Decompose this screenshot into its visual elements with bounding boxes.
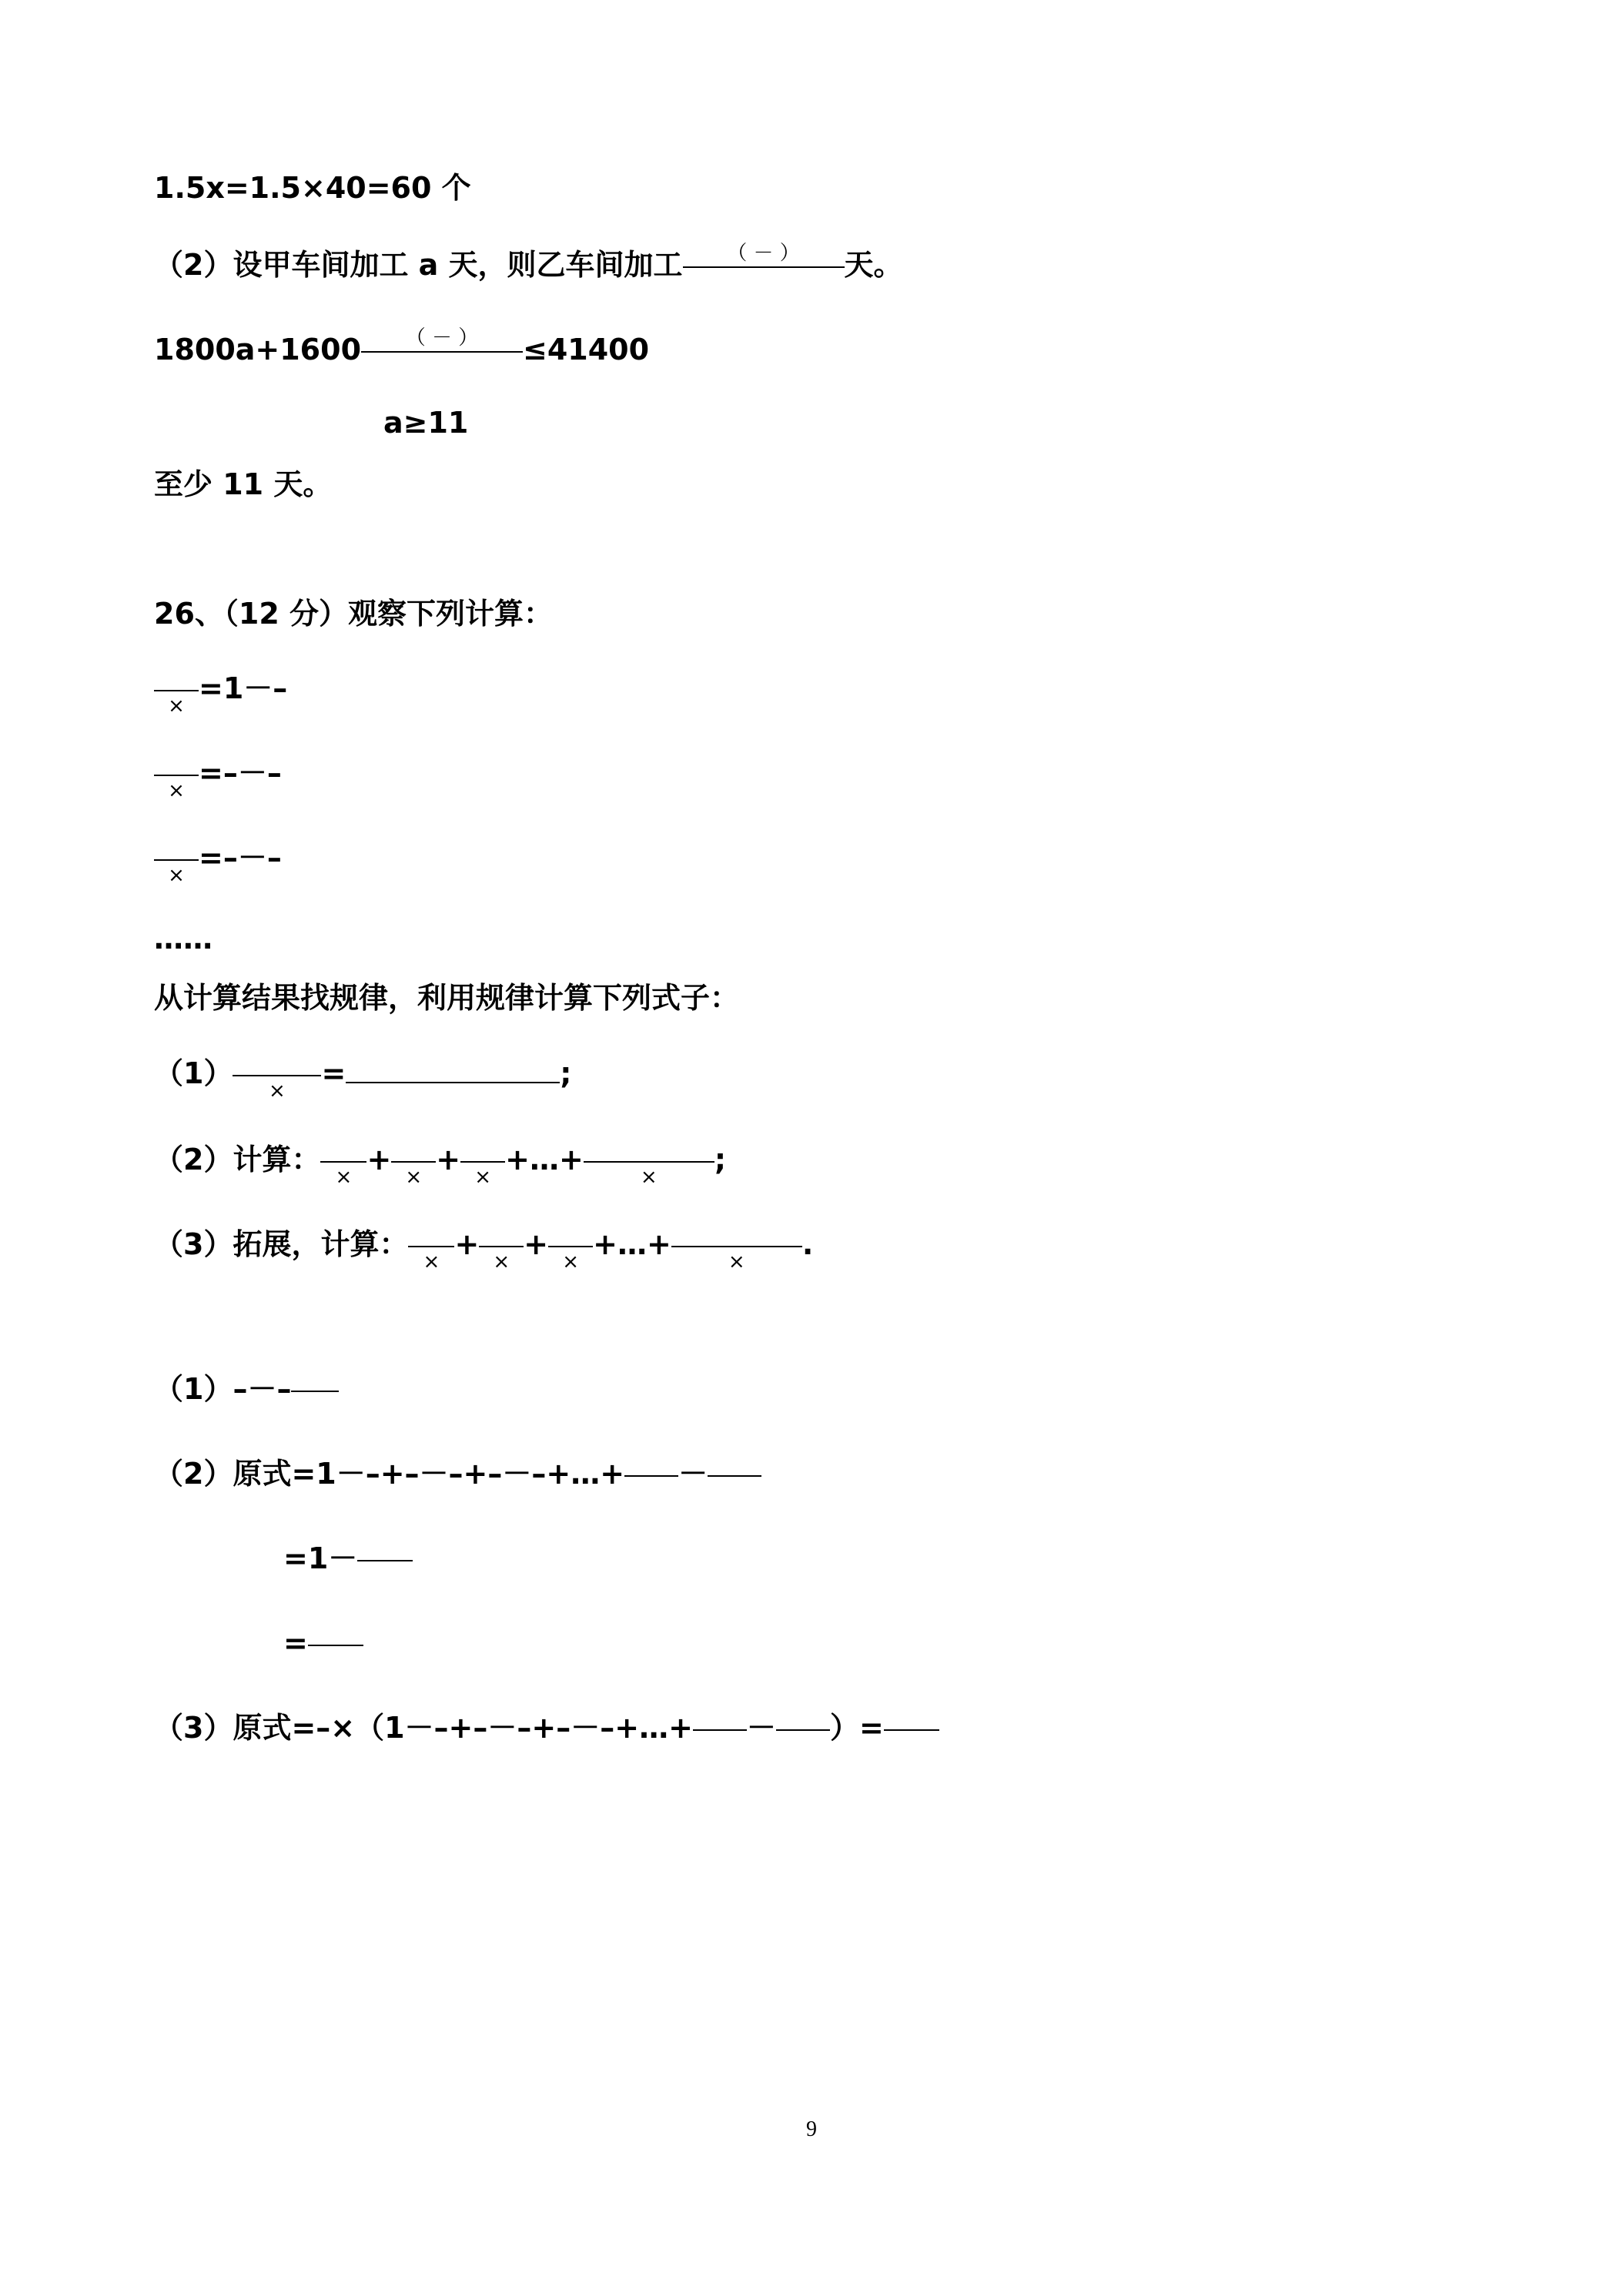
fraction [154, 859, 199, 887]
fraction [154, 690, 199, 718]
times-sign: × [423, 1250, 440, 1274]
answer-blank [346, 1082, 560, 1083]
times-sign: × [562, 1250, 580, 1274]
instruction-line [154, 981, 740, 1015]
page-number: 9 [806, 2117, 817, 2141]
fraction [233, 1075, 321, 1103]
fraction-bar [683, 266, 845, 268]
question-2 [154, 1143, 727, 1189]
part2-days-unit: 天。 [844, 248, 903, 282]
fraction-bar [291, 1391, 339, 1392]
times-sign: × [405, 1165, 423, 1189]
answer-2 [154, 1457, 761, 1491]
instruction-text: 从计算结果找规律，利用规律计算下列式子： [154, 981, 740, 1015]
answer-2-step-2 [283, 1541, 413, 1575]
answer-2-label: （2）原式=1－–+–－–+–－–+…+ [154, 1457, 625, 1491]
plus-ellipsis: +…+ [593, 1227, 671, 1261]
fraction [548, 1246, 593, 1274]
question-2-label: （2）计算： [154, 1143, 321, 1176]
fraction-bar [693, 1729, 747, 1731]
question-26-title [154, 597, 553, 631]
fraction-days [683, 241, 845, 268]
answer-2-step-3-text: = [283, 1626, 308, 1660]
plus-sign: + [366, 1143, 392, 1176]
times-sign: × [640, 1165, 658, 1189]
semicolon: ; [560, 1056, 572, 1090]
fraction-bar [884, 1729, 939, 1731]
answer-2-step-3 [283, 1628, 363, 1658]
line-conclusion [154, 467, 333, 501]
answer-2-step-2-text: =1－ [283, 1541, 358, 1575]
equation-2 [154, 756, 282, 802]
times-sign: × [269, 1079, 286, 1103]
plus-sign: + [524, 1227, 549, 1261]
equals-sign: = [321, 1056, 346, 1090]
minus-sign: － [678, 1457, 708, 1491]
times-sign: × [168, 694, 185, 718]
inequality-left: 1800a+1600 [154, 333, 362, 366]
fraction [479, 1246, 524, 1274]
fraction [460, 1161, 505, 1189]
solution-a-text: a≥11 [383, 406, 469, 440]
fraction [320, 1161, 366, 1189]
equation-1-tail: =1－– [199, 671, 288, 705]
answer-1-label: （1） [154, 1372, 233, 1406]
fraction-bar [708, 1475, 761, 1477]
fraction-bar [776, 1729, 830, 1731]
fraction [408, 1246, 454, 1274]
answer-3-label: （3）原式=–×（1－–+–－–+–－–+…+ [154, 1711, 693, 1745]
fraction-numerator: （ － ） [727, 241, 800, 265]
times-sign: × [728, 1250, 745, 1274]
ellipsis: …… [154, 922, 212, 956]
line-part2-setup [154, 241, 903, 282]
plus-ellipsis: +…+ [505, 1143, 584, 1176]
fraction-bar [361, 351, 523, 353]
times-sign: × [168, 778, 185, 802]
fraction-numerator: （ － ） [405, 326, 479, 350]
answer-3 [154, 1711, 939, 1745]
plus-sign: + [436, 1143, 461, 1176]
equation-1 [154, 671, 288, 718]
question-26-text: 26、（12 分）观察下列计算： [154, 597, 553, 631]
equation-3 [154, 841, 282, 887]
fraction-bar [624, 1475, 678, 1477]
equation-2-tail: =–－– [199, 756, 282, 790]
equation-3-tail: =–－– [199, 841, 282, 875]
calc-result-text: 1.5x=1.5×40=60 个 [154, 171, 471, 205]
fraction [154, 775, 199, 802]
inequality-right: ≤41400 [523, 333, 650, 366]
line-inequality [154, 326, 650, 366]
semicolon: ; [714, 1143, 727, 1176]
question-3-label: （3）拓展，计算： [154, 1227, 409, 1261]
ellipsis-line [154, 922, 212, 956]
times-sign: × [474, 1165, 492, 1189]
answer-1-body: –－– [233, 1372, 292, 1406]
answer-1 [154, 1374, 339, 1404]
fraction-bar [357, 1560, 413, 1561]
question-1 [154, 1056, 572, 1103]
conclusion-text: 至少 11 天。 [154, 467, 333, 501]
times-sign: × [335, 1165, 353, 1189]
fraction-inequality [361, 326, 523, 353]
times-sign: × [493, 1250, 510, 1274]
question-3 [154, 1227, 814, 1274]
times-sign: × [168, 863, 185, 887]
fraction [391, 1161, 436, 1189]
answer-3-end: ）= [829, 1711, 884, 1745]
fraction [584, 1161, 714, 1189]
part2-setup-text: （2）设甲车间加工 a 天，则乙车间加工 [154, 248, 683, 282]
fraction-bar [308, 1645, 363, 1646]
fraction [671, 1246, 802, 1274]
period: . [801, 1227, 814, 1261]
line-calc-result [154, 171, 471, 205]
minus-sign: － [746, 1711, 776, 1745]
line-solution-a [383, 406, 469, 440]
question-1-label: （1） [154, 1056, 233, 1090]
plus-sign: + [454, 1227, 480, 1261]
